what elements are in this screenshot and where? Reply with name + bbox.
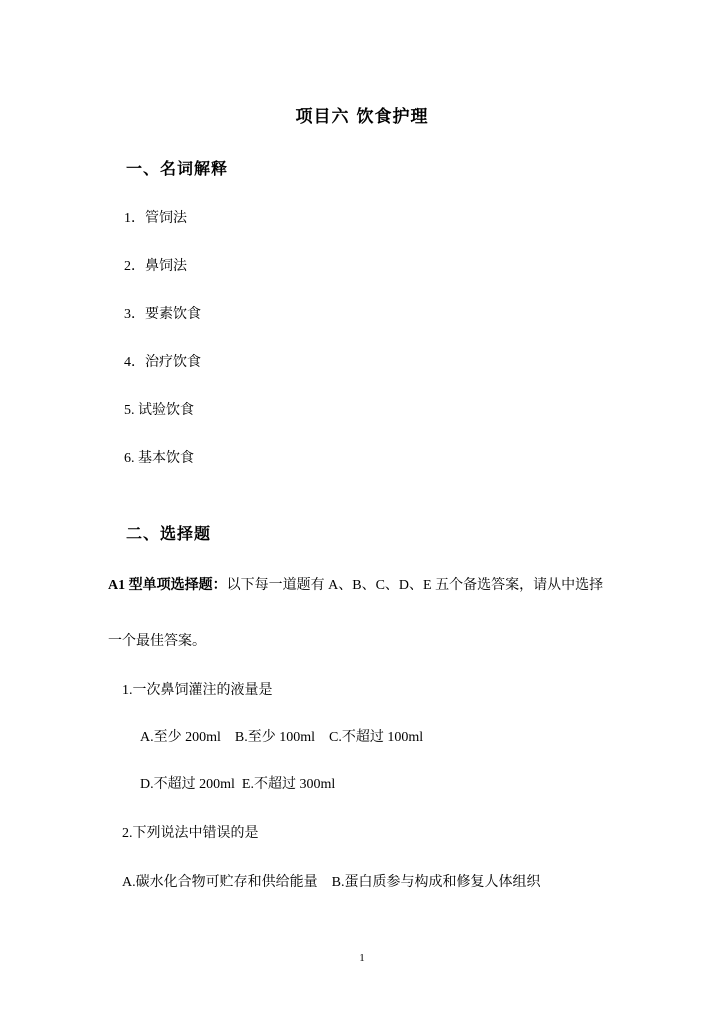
question-instructions	[108, 574, 603, 594]
definition-item-1: 1．管饲法	[124, 211, 187, 226]
question-2-options-a-b: A.碳水化合物可贮存和供给能量 B.蛋白质参与构成和修复人体组织	[122, 875, 541, 890]
page-number: 1	[359, 952, 365, 964]
page-title: 项目六 饮食护理	[295, 107, 429, 127]
instructions-text: 以下每一道题有 A、B、C、D、E 五个备选答案，请从中选择	[226, 578, 604, 593]
question-1-stem: 1.一次鼻饲灌注的液量是	[122, 683, 273, 698]
question-2-stem: 2.下列说法中错误的是	[122, 826, 259, 841]
definition-item-3: 3．要素饮食	[124, 307, 201, 322]
section-heading-choice: 二、选择题	[126, 524, 212, 543]
definition-item-5: 5. 试验饮食	[124, 403, 194, 418]
definition-item-6: 6. 基本饮食	[124, 451, 194, 466]
definition-item-2: 2．鼻饲法	[124, 259, 187, 274]
question-1-options-d-e: D.不超过 200ml E.不超过 300ml	[140, 777, 336, 792]
instructions-text-continued: 一个最佳答案。	[108, 634, 206, 649]
definition-item-4: 4．治疗饮食	[124, 355, 201, 370]
section-heading-definitions: 一、名词解释	[126, 159, 229, 178]
question-type-label: A1 型单项选择题：	[108, 578, 227, 593]
question-1-options-a-c: A.至少 200ml B.至少 100ml C.不超过 100ml	[140, 730, 424, 745]
